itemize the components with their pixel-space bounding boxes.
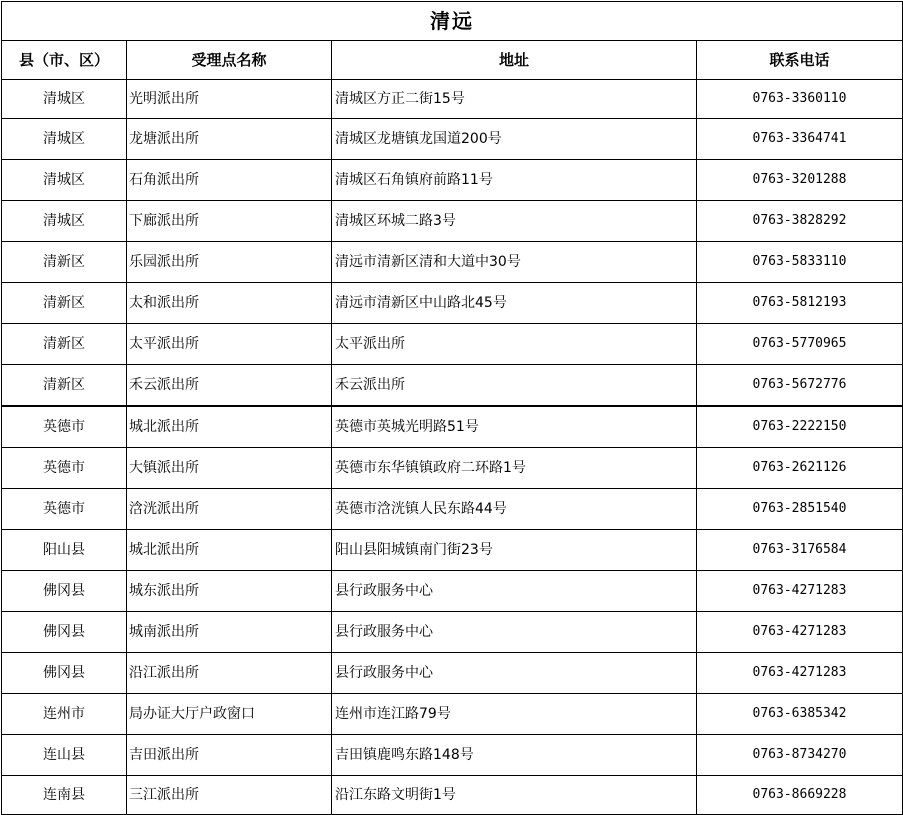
table-row xyxy=(2,530,903,571)
header-station: 受理点名称 xyxy=(127,41,332,80)
cell-phone[interactable]: 0763-4271283 xyxy=(697,653,903,694)
cell-county[interactable]: 阳山县 xyxy=(2,530,127,571)
cell-county[interactable]: 连州市 xyxy=(2,694,127,735)
cell-phone[interactable]: 0763-3828292 xyxy=(697,201,903,242)
cell-station[interactable]: 石角派出所 xyxy=(127,160,332,201)
cell-phone[interactable]: 0763-3364741 xyxy=(697,119,903,160)
table-row xyxy=(2,80,903,119)
table-row xyxy=(2,694,903,735)
table-row xyxy=(2,201,903,242)
table-row xyxy=(2,283,903,324)
cell-station[interactable]: 城北派出所 xyxy=(127,406,332,448)
cell-station[interactable]: 吉田派出所 xyxy=(127,735,332,776)
cell-phone[interactable]: 0763-5672776 xyxy=(697,365,903,407)
cell-address[interactable]: 连州市连江路79号 xyxy=(332,694,697,735)
cell-station[interactable]: 城东派出所 xyxy=(127,571,332,612)
cell-address[interactable]: 英德市英城光明路51号 xyxy=(332,406,697,448)
cell-address[interactable]: 清城区环城二路3号 xyxy=(332,201,697,242)
cell-address[interactable]: 清远市清新区清和大道中30号 xyxy=(332,242,697,283)
cell-station[interactable]: 城北派出所 xyxy=(127,530,332,571)
cell-county[interactable]: 连山县 xyxy=(2,735,127,776)
cell-address[interactable]: 太平派出所 xyxy=(332,324,697,365)
cell-station[interactable]: 大镇派出所 xyxy=(127,448,332,489)
title-row xyxy=(2,2,903,41)
police-station-table xyxy=(1,1,903,815)
spreadsheet-sheet xyxy=(0,1,903,804)
cell-station[interactable]: 太和派出所 xyxy=(127,283,332,324)
cell-phone[interactable]: 0763-3201288 xyxy=(697,160,903,201)
table-row xyxy=(2,776,903,815)
cell-phone[interactable]: 0763-8669228 xyxy=(697,776,903,815)
cell-station[interactable]: 三江派出所 xyxy=(127,776,332,815)
cell-phone[interactable]: 0763-8734270 xyxy=(697,735,903,776)
cell-address[interactable]: 英德市东华镇镇政府二环路1号 xyxy=(332,448,697,489)
cell-phone[interactable]: 0763-4271283 xyxy=(697,612,903,653)
cell-address[interactable]: 清城区方正二街15号 xyxy=(332,80,697,119)
cell-address[interactable]: 禾云派出所 xyxy=(332,365,697,407)
cell-station[interactable]: 城南派出所 xyxy=(127,612,332,653)
cell-county[interactable]: 英德市 xyxy=(2,489,127,530)
cell-station[interactable]: 沿江派出所 xyxy=(127,653,332,694)
table-row xyxy=(2,160,903,201)
header-address: 地址 xyxy=(332,41,697,80)
cell-station[interactable]: 禾云派出所 xyxy=(127,365,332,407)
cell-station[interactable]: 龙塘派出所 xyxy=(127,119,332,160)
cell-county[interactable]: 清城区 xyxy=(2,80,127,119)
cell-phone[interactable]: 0763-5770965 xyxy=(697,324,903,365)
table-row xyxy=(2,653,903,694)
table-row xyxy=(2,489,903,530)
cell-phone[interactable]: 0763-2851540 xyxy=(697,489,903,530)
header-phone: 联系电话 xyxy=(697,41,903,80)
cell-address[interactable]: 清远市清新区中山路北45号 xyxy=(332,283,697,324)
cell-address[interactable]: 沿江东路文明街1号 xyxy=(332,776,697,815)
cell-address[interactable]: 县行政服务中心 xyxy=(332,653,697,694)
cell-county[interactable]: 清新区 xyxy=(2,283,127,324)
cell-phone[interactable]: 0763-3176584 xyxy=(697,530,903,571)
cell-address[interactable]: 英德市浛洸镇人民东路44号 xyxy=(332,489,697,530)
cell-station[interactable]: 乐园派出所 xyxy=(127,242,332,283)
cell-phone[interactable]: 0763-2222150 xyxy=(697,406,903,448)
cell-station[interactable]: 光明派出所 xyxy=(127,80,332,119)
cell-station[interactable]: 局办证大厅户政窗口 xyxy=(127,694,332,735)
cell-county[interactable]: 清新区 xyxy=(2,242,127,283)
cell-county[interactable]: 英德市 xyxy=(2,448,127,489)
cell-phone[interactable]: 0763-3360110 xyxy=(697,80,903,119)
cell-county[interactable]: 连南县 xyxy=(2,776,127,815)
cell-county[interactable]: 清城区 xyxy=(2,119,127,160)
cell-address[interactable]: 清城区龙塘镇龙国道200号 xyxy=(332,119,697,160)
table-row xyxy=(2,119,903,160)
cell-station[interactable]: 浛洸派出所 xyxy=(127,489,332,530)
cell-phone[interactable]: 0763-4271283 xyxy=(697,571,903,612)
table-row xyxy=(2,406,903,448)
table-row xyxy=(2,448,903,489)
cell-address[interactable]: 吉田镇鹿鸣东路148号 xyxy=(332,735,697,776)
cell-address[interactable]: 县行政服务中心 xyxy=(332,571,697,612)
cell-station[interactable]: 太平派出所 xyxy=(127,324,332,365)
cell-phone[interactable]: 0763-6385342 xyxy=(697,694,903,735)
header-row xyxy=(2,41,903,80)
cell-county[interactable]: 佛冈县 xyxy=(2,612,127,653)
cell-county[interactable]: 清城区 xyxy=(2,160,127,201)
cell-county[interactable]: 清新区 xyxy=(2,324,127,365)
cell-county[interactable]: 清新区 xyxy=(2,365,127,407)
cell-address[interactable]: 清城区石角镇府前路11号 xyxy=(332,160,697,201)
cell-county[interactable]: 英德市 xyxy=(2,406,127,448)
table-row xyxy=(2,365,903,407)
cell-address[interactable]: 阳山县阳城镇南门街23号 xyxy=(332,530,697,571)
table-row xyxy=(2,324,903,365)
table-row xyxy=(2,571,903,612)
cell-phone[interactable]: 0763-5833110 xyxy=(697,242,903,283)
cell-address[interactable]: 县行政服务中心 xyxy=(332,612,697,653)
cell-county[interactable]: 佛冈县 xyxy=(2,653,127,694)
cell-county[interactable]: 清城区 xyxy=(2,201,127,242)
table-row xyxy=(2,735,903,776)
table-title: 清远 xyxy=(2,2,903,41)
table-row xyxy=(2,612,903,653)
cell-county[interactable]: 佛冈县 xyxy=(2,571,127,612)
cell-phone[interactable]: 0763-5812193 xyxy=(697,283,903,324)
cell-station[interactable]: 下廊派出所 xyxy=(127,201,332,242)
header-county: 县（市、区） xyxy=(2,41,127,80)
cell-phone[interactable]: 0763-2621126 xyxy=(697,448,903,489)
table-row xyxy=(2,242,903,283)
